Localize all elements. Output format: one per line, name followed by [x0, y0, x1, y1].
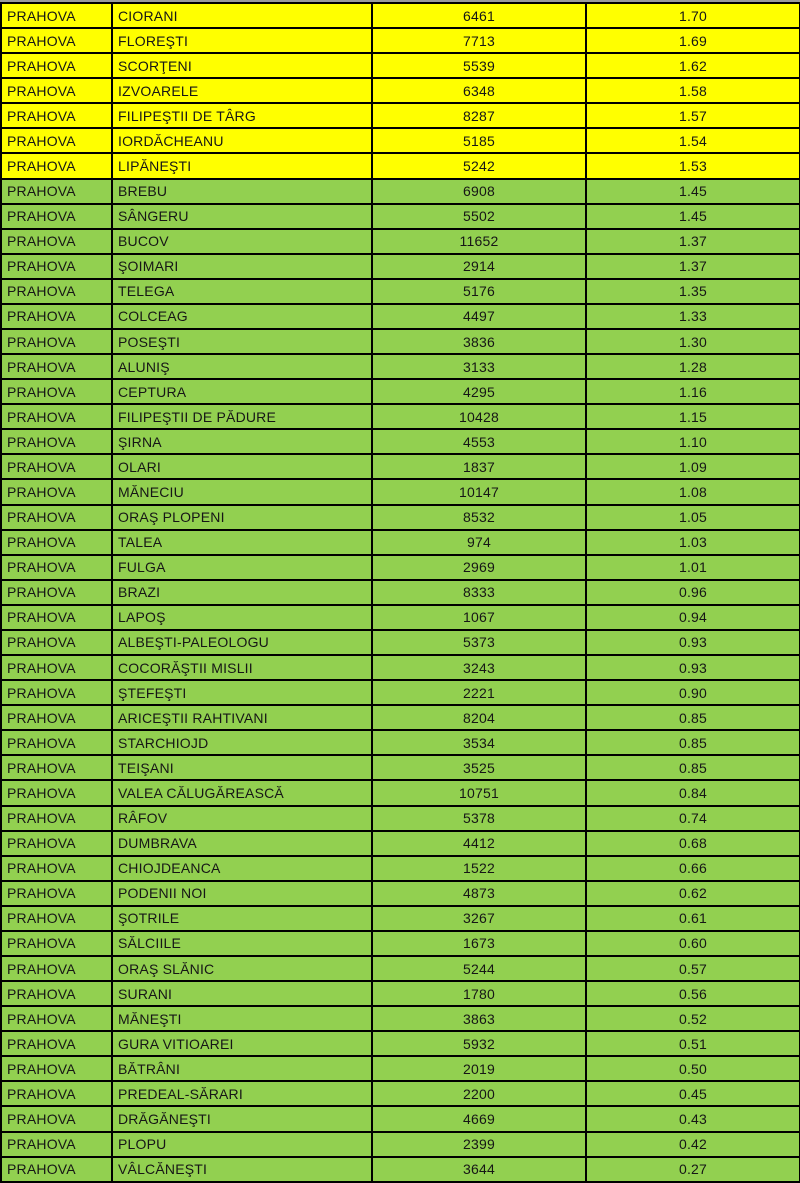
population-cell[interactable]: 4669	[372, 1106, 586, 1131]
county-cell[interactable]: PRAHOVA	[1, 1031, 112, 1056]
table-row	[1, 530, 800, 555]
population-cell[interactable]: 8287	[372, 103, 586, 128]
rate-cell[interactable]: 0.56	[586, 981, 800, 1006]
rate-cell[interactable]: 0.90	[586, 680, 800, 705]
population-cell[interactable]: 11652	[372, 229, 586, 254]
population-cell[interactable]: 3644	[372, 1157, 586, 1182]
table-row	[1, 1157, 800, 1182]
table-row	[1, 429, 800, 454]
county-cell[interactable]: PRAHOVA	[1, 179, 112, 204]
county-cell[interactable]: PRAHOVA	[1, 881, 112, 906]
rate-cell[interactable]: 1.16	[586, 379, 800, 404]
rate-cell[interactable]: 0.45	[586, 1081, 800, 1106]
population-cell[interactable]: 3133	[372, 354, 586, 379]
county-cell[interactable]: PRAHOVA	[1, 304, 112, 329]
population-cell[interactable]: 8532	[372, 505, 586, 530]
county-cell[interactable]: PRAHOVA	[1, 630, 112, 655]
rate-cell[interactable]: 1.08	[586, 479, 800, 504]
county-cell[interactable]: PRAHOVA	[1, 404, 112, 429]
table-row	[1, 931, 800, 956]
county-cell[interactable]: PRAHOVA	[1, 354, 112, 379]
population-cell[interactable]: 3863	[372, 1006, 586, 1031]
county-cell[interactable]: PRAHOVA	[1, 1132, 112, 1157]
locality-cell[interactable]: IORDĂCHEANU	[112, 128, 372, 153]
rate-cell[interactable]: 1.03	[586, 530, 800, 555]
locality-data-table	[0, 2, 800, 1183]
table-row	[1, 53, 800, 78]
locality-cell[interactable]: VÂLCĂNEŞTI	[112, 1157, 372, 1182]
rate-cell[interactable]: 1.28	[586, 354, 800, 379]
table-row	[1, 856, 800, 881]
table-row	[1, 780, 800, 805]
table-row	[1, 153, 800, 178]
table-row	[1, 831, 800, 856]
county-cell[interactable]: PRAHOVA	[1, 605, 112, 630]
rate-cell[interactable]: 0.52	[586, 1006, 800, 1031]
table-row	[1, 906, 800, 931]
population-cell[interactable]: 4497	[372, 304, 586, 329]
rate-cell[interactable]: 0.60	[586, 931, 800, 956]
population-cell[interactable]: 10751	[372, 780, 586, 805]
county-cell[interactable]: PRAHOVA	[1, 279, 112, 304]
rate-cell[interactable]: 0.43	[586, 1106, 800, 1131]
county-cell[interactable]: PRAHOVA	[1, 956, 112, 981]
locality-cell[interactable]: ALUNIŞ	[112, 354, 372, 379]
rate-cell[interactable]: 0.85	[586, 730, 800, 755]
table-row	[1, 354, 800, 379]
county-cell[interactable]: PRAHOVA	[1, 981, 112, 1006]
table-row	[1, 279, 800, 304]
locality-cell[interactable]: COLCEAG	[112, 304, 372, 329]
table-row	[1, 379, 800, 404]
locality-cell[interactable]: IZVOARELE	[112, 78, 372, 103]
population-cell[interactable]: 5244	[372, 956, 586, 981]
county-cell[interactable]: PRAHOVA	[1, 329, 112, 354]
rate-cell[interactable]: 0.74	[586, 806, 800, 831]
county-cell[interactable]: PRAHOVA	[1, 906, 112, 931]
population-cell[interactable]: 974	[372, 530, 586, 555]
locality-cell[interactable]: STARCHIOJD	[112, 730, 372, 755]
rate-cell[interactable]: 1.53	[586, 153, 800, 178]
population-cell[interactable]: 2914	[372, 254, 586, 279]
rate-cell[interactable]: 0.93	[586, 655, 800, 680]
table-row	[1, 806, 800, 831]
table-row	[1, 254, 800, 279]
population-cell[interactable]: 2221	[372, 680, 586, 705]
population-cell[interactable]: 3243	[372, 655, 586, 680]
population-cell[interactable]: 5932	[372, 1031, 586, 1056]
county-cell[interactable]: PRAHOVA	[1, 153, 112, 178]
locality-cell[interactable]: SURANI	[112, 981, 372, 1006]
table-row	[1, 1081, 800, 1106]
population-cell[interactable]: 6908	[372, 179, 586, 204]
table-row	[1, 1031, 800, 1056]
county-cell[interactable]: PRAHOVA	[1, 580, 112, 605]
table-row	[1, 956, 800, 981]
population-cell[interactable]: 5378	[372, 806, 586, 831]
table-row	[1, 755, 800, 780]
county-cell[interactable]: PRAHOVA	[1, 229, 112, 254]
population-cell[interactable]: 5185	[372, 128, 586, 153]
table-row	[1, 454, 800, 479]
county-cell[interactable]: PRAHOVA	[1, 429, 112, 454]
population-cell[interactable]: 2200	[372, 1081, 586, 1106]
population-cell[interactable]: 7713	[372, 28, 586, 53]
rate-cell[interactable]: 0.85	[586, 705, 800, 730]
locality-cell[interactable]: SĂLCIILE	[112, 931, 372, 956]
table-row	[1, 479, 800, 504]
county-cell[interactable]: PRAHOVA	[1, 28, 112, 53]
rate-cell[interactable]: 1.10	[586, 429, 800, 454]
table-row	[1, 580, 800, 605]
population-cell[interactable]: 5539	[372, 53, 586, 78]
county-cell[interactable]: PRAHOVA	[1, 1157, 112, 1182]
locality-cell[interactable]: ORAŞ SLĂNIC	[112, 956, 372, 981]
rate-cell[interactable]: 0.94	[586, 605, 800, 630]
county-cell[interactable]: PRAHOVA	[1, 505, 112, 530]
table-row	[1, 304, 800, 329]
rate-cell[interactable]: 0.27	[586, 1157, 800, 1182]
locality-cell[interactable]: DUMBRAVA	[112, 831, 372, 856]
locality-cell[interactable]: FLOREŞTI	[112, 28, 372, 53]
population-cell[interactable]: 5242	[372, 153, 586, 178]
locality-cell[interactable]: GURA VITIOAREI	[112, 1031, 372, 1056]
locality-cell[interactable]: TALEA	[112, 530, 372, 555]
table-row	[1, 404, 800, 429]
rate-cell[interactable]: 1.54	[586, 128, 800, 153]
rate-cell[interactable]: 0.61	[586, 906, 800, 931]
rate-cell[interactable]: 0.42	[586, 1132, 800, 1157]
county-cell[interactable]: PRAHOVA	[1, 831, 112, 856]
rate-cell[interactable]: 1.62	[586, 53, 800, 78]
rate-cell[interactable]: 1.45	[586, 179, 800, 204]
rate-cell[interactable]: 0.96	[586, 580, 800, 605]
population-cell[interactable]: 3836	[372, 329, 586, 354]
locality-cell[interactable]: SCORŢENI	[112, 53, 372, 78]
locality-cell[interactable]: ALBEŞTI-PALEOLOGU	[112, 630, 372, 655]
table-row	[1, 705, 800, 730]
table-row	[1, 881, 800, 906]
population-cell[interactable]: 1837	[372, 454, 586, 479]
county-cell[interactable]: PRAHOVA	[1, 1006, 112, 1031]
population-cell[interactable]: 5502	[372, 204, 586, 229]
population-cell[interactable]: 4553	[372, 429, 586, 454]
county-cell[interactable]: PRAHOVA	[1, 755, 112, 780]
population-cell[interactable]: 10428	[372, 404, 586, 429]
county-cell[interactable]: PRAHOVA	[1, 1056, 112, 1081]
locality-cell[interactable]: BĂTRÂNI	[112, 1056, 372, 1081]
rate-cell[interactable]: 0.57	[586, 956, 800, 981]
population-cell[interactable]: 2019	[372, 1056, 586, 1081]
table-row	[1, 3, 800, 28]
population-cell[interactable]: 4295	[372, 379, 586, 404]
population-cell[interactable]: 10147	[372, 479, 586, 504]
county-cell[interactable]: PRAHOVA	[1, 530, 112, 555]
county-cell[interactable]: PRAHOVA	[1, 1081, 112, 1106]
rate-cell[interactable]: 0.68	[586, 831, 800, 856]
rate-cell[interactable]: 1.05	[586, 505, 800, 530]
locality-cell[interactable]: CEPTURA	[112, 379, 372, 404]
locality-cell[interactable]: ŞOTRILE	[112, 906, 372, 931]
locality-cell[interactable]: MĂNEŞTI	[112, 1006, 372, 1031]
table-row	[1, 103, 800, 128]
locality-cell[interactable]: VALEA CĂLUGĂREASCĂ	[112, 780, 372, 805]
population-cell[interactable]: 3267	[372, 906, 586, 931]
rate-cell[interactable]: 0.85	[586, 755, 800, 780]
rate-cell[interactable]: 1.57	[586, 103, 800, 128]
table-row	[1, 555, 800, 580]
locality-cell[interactable]: PREDEAL-SĂRARI	[112, 1081, 372, 1106]
rate-cell[interactable]: 1.45	[586, 204, 800, 229]
county-cell[interactable]: PRAHOVA	[1, 931, 112, 956]
population-cell[interactable]: 5176	[372, 279, 586, 304]
table-row	[1, 505, 800, 530]
population-cell[interactable]: 3534	[372, 730, 586, 755]
county-cell[interactable]: PRAHOVA	[1, 204, 112, 229]
county-cell[interactable]: PRAHOVA	[1, 555, 112, 580]
rate-cell[interactable]: 1.70	[586, 3, 800, 28]
locality-cell[interactable]: ŞTEFEŞTI	[112, 680, 372, 705]
county-cell[interactable]: PRAHOVA	[1, 780, 112, 805]
locality-cell[interactable]: PODENII NOI	[112, 881, 372, 906]
rate-cell[interactable]: 1.58	[586, 78, 800, 103]
rate-cell[interactable]: 0.50	[586, 1056, 800, 1081]
county-cell[interactable]: PRAHOVA	[1, 53, 112, 78]
rate-cell[interactable]: 1.09	[586, 454, 800, 479]
rate-cell[interactable]: 0.51	[586, 1031, 800, 1056]
population-cell[interactable]: 1780	[372, 981, 586, 1006]
table-row	[1, 128, 800, 153]
county-cell[interactable]: PRAHOVA	[1, 655, 112, 680]
table-row	[1, 329, 800, 354]
table-row	[1, 229, 800, 254]
table-row	[1, 78, 800, 103]
county-cell[interactable]: PRAHOVA	[1, 454, 112, 479]
county-cell[interactable]: PRAHOVA	[1, 856, 112, 881]
locality-cell[interactable]: ŞOIMARI	[112, 254, 372, 279]
county-cell[interactable]: PRAHOVA	[1, 254, 112, 279]
locality-cell[interactable]: OLARI	[112, 454, 372, 479]
county-cell[interactable]: PRAHOVA	[1, 705, 112, 730]
population-cell[interactable]: 4412	[372, 831, 586, 856]
table-row	[1, 179, 800, 204]
table-row	[1, 204, 800, 229]
population-cell[interactable]: 8333	[372, 580, 586, 605]
locality-cell[interactable]: ŞIRNA	[112, 429, 372, 454]
rate-cell[interactable]: 0.84	[586, 780, 800, 805]
population-cell[interactable]: 5373	[372, 630, 586, 655]
county-cell[interactable]: PRAHOVA	[1, 3, 112, 28]
rate-cell[interactable]: 1.30	[586, 329, 800, 354]
table-row	[1, 28, 800, 53]
table-row	[1, 1106, 800, 1131]
table-row	[1, 730, 800, 755]
locality-cell[interactable]: DRĂGĂNEŞTI	[112, 1106, 372, 1131]
rate-cell[interactable]: 1.37	[586, 254, 800, 279]
table-row	[1, 1006, 800, 1031]
county-cell[interactable]: PRAHOVA	[1, 730, 112, 755]
locality-cell[interactable]: CHIOJDEANCA	[112, 856, 372, 881]
county-cell[interactable]: PRAHOVA	[1, 680, 112, 705]
table-row	[1, 1132, 800, 1157]
locality-cell[interactable]: ARICEŞTII RAHTIVANI	[112, 705, 372, 730]
county-cell[interactable]: PRAHOVA	[1, 806, 112, 831]
population-cell[interactable]: 4873	[372, 881, 586, 906]
population-cell[interactable]: 1067	[372, 605, 586, 630]
locality-cell[interactable]: FILIPEŞTII DE TÂRG	[112, 103, 372, 128]
rate-cell[interactable]: 1.33	[586, 304, 800, 329]
locality-cell[interactable]: COCORĂŞTII MISLII	[112, 655, 372, 680]
population-cell[interactable]: 1522	[372, 856, 586, 881]
rate-cell[interactable]: 1.69	[586, 28, 800, 53]
table-body	[1, 3, 800, 1182]
county-cell[interactable]: PRAHOVA	[1, 103, 112, 128]
locality-cell[interactable]: CIORANI	[112, 3, 372, 28]
rate-cell[interactable]: 0.93	[586, 630, 800, 655]
locality-cell[interactable]: LAPOŞ	[112, 605, 372, 630]
locality-cell[interactable]: BREBU	[112, 179, 372, 204]
locality-cell[interactable]: TEIŞANI	[112, 755, 372, 780]
population-cell[interactable]: 2399	[372, 1132, 586, 1157]
locality-cell[interactable]: MĂNECIU	[112, 479, 372, 504]
table-row	[1, 1056, 800, 1081]
locality-cell[interactable]: BUCOV	[112, 229, 372, 254]
table-row	[1, 680, 800, 705]
table-row	[1, 630, 800, 655]
county-cell[interactable]: PRAHOVA	[1, 78, 112, 103]
locality-cell[interactable]: ORAŞ PLOPENI	[112, 505, 372, 530]
locality-cell[interactable]: BRAZI	[112, 580, 372, 605]
county-cell[interactable]: PRAHOVA	[1, 128, 112, 153]
locality-cell[interactable]: PLOPU	[112, 1132, 372, 1157]
county-cell[interactable]: PRAHOVA	[1, 1106, 112, 1131]
population-cell[interactable]: 1673	[372, 931, 586, 956]
population-cell[interactable]: 3525	[372, 755, 586, 780]
rate-cell[interactable]: 1.37	[586, 229, 800, 254]
table-row	[1, 981, 800, 1006]
rate-cell[interactable]: 0.62	[586, 881, 800, 906]
table-row	[1, 605, 800, 630]
table-row	[1, 655, 800, 680]
locality-cell[interactable]: FILIPEŞTII DE PĂDURE	[112, 404, 372, 429]
population-cell[interactable]: 6461	[372, 3, 586, 28]
locality-cell[interactable]: LIPĂNEŞTI	[112, 153, 372, 178]
locality-cell[interactable]: SÂNGERU	[112, 204, 372, 229]
locality-cell[interactable]: RÂFOV	[112, 806, 372, 831]
population-cell[interactable]: 6348	[372, 78, 586, 103]
locality-cell[interactable]: FULGA	[112, 555, 372, 580]
rate-cell[interactable]: 1.15	[586, 404, 800, 429]
rate-cell[interactable]: 1.35	[586, 279, 800, 304]
locality-cell[interactable]: TELEGA	[112, 279, 372, 304]
population-cell[interactable]: 2969	[372, 555, 586, 580]
population-cell[interactable]: 8204	[372, 705, 586, 730]
locality-cell[interactable]: POSEŞTI	[112, 329, 372, 354]
rate-cell[interactable]: 0.66	[586, 856, 800, 881]
county-cell[interactable]: PRAHOVA	[1, 379, 112, 404]
rate-cell[interactable]: 1.01	[586, 555, 800, 580]
county-cell[interactable]: PRAHOVA	[1, 479, 112, 504]
